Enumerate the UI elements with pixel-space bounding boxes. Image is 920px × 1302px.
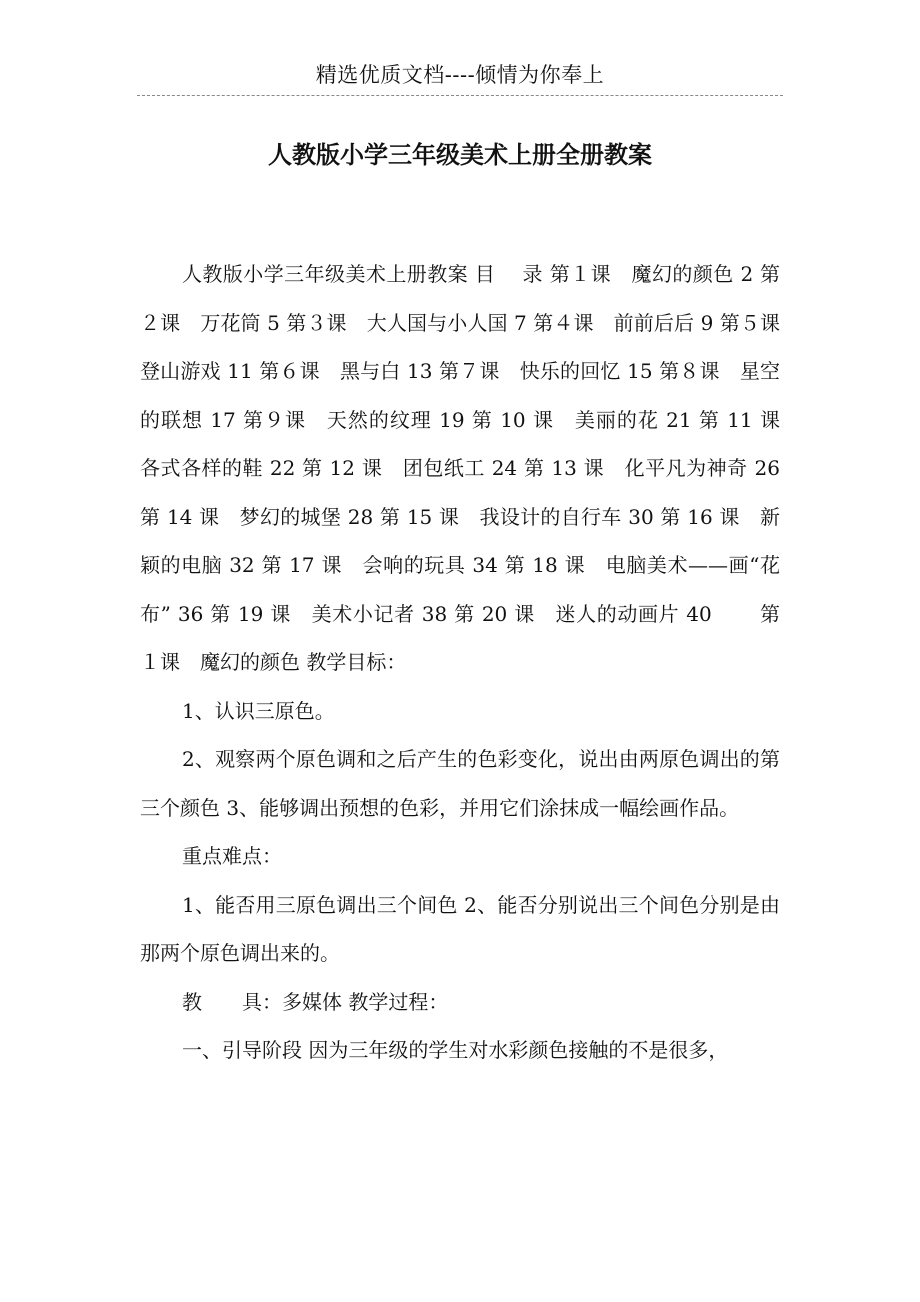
page-header: 精选优质文档----倾情为你奉上 — [315, 63, 605, 87]
objective-2-3: 2、观察两个原色调和之后产生的色彩变化，说出由两原色调出的第三个颜色 3、能够调出预想的色彩，并用它们涂抹成一幅绘画作品。 — [140, 747, 780, 820]
table-of-contents-paragraph: 人教版小学三年级美术上册教案 目 录 第１课 魔幻的颜色 2 第２课 万花筒 5 第３课 大人国与小人国 7 第４课 前前后后 9 第５课 登山游戏 11 第６课 黑与白 13 第７课 快乐的回忆 15 第８课 星空的联想 17 第９课 天然的纹理 19 第 10 课 美丽的花 21 第 11 课 各式各样的鞋 22 第 12 课 团包纸工 24 第 13 课 化平凡为神奇 26 第 14 课 梦幻的城堡 28 第 15 课 我设计的自行车 30 第 16 课 新颖的电脑 32 第 17 课 会响的玩具 34 第 18 课 电脑美术——画“花布” 36 第 19 课 美术小记者 38 第 20 课 迷人的动画片 40 第１课 魔幻的颜色 教学目标： — [140, 262, 800, 674]
teaching-aids-paragraph: 教 具：多媒体 教学过程： — [182, 989, 449, 1014]
header-divider — [137, 95, 783, 96]
key-points-paragraph: 1、能否用三原色调出三个间色 2、能否分别说出三个间色分别是由那两个原色调出来的。 — [140, 892, 780, 965]
key-points-heading: 重点难点： — [182, 844, 282, 868]
document-title: 人教版小学三年级美术上册全册教案 — [268, 140, 652, 169]
lesson-stage-paragraph: 一、引导阶段 因为三年级的学生对水彩颜色接触的不是很多， — [182, 1038, 729, 1062]
objective-1: 1、认识三原色。 — [182, 698, 335, 723]
document-body — [140, 250, 800, 1075]
